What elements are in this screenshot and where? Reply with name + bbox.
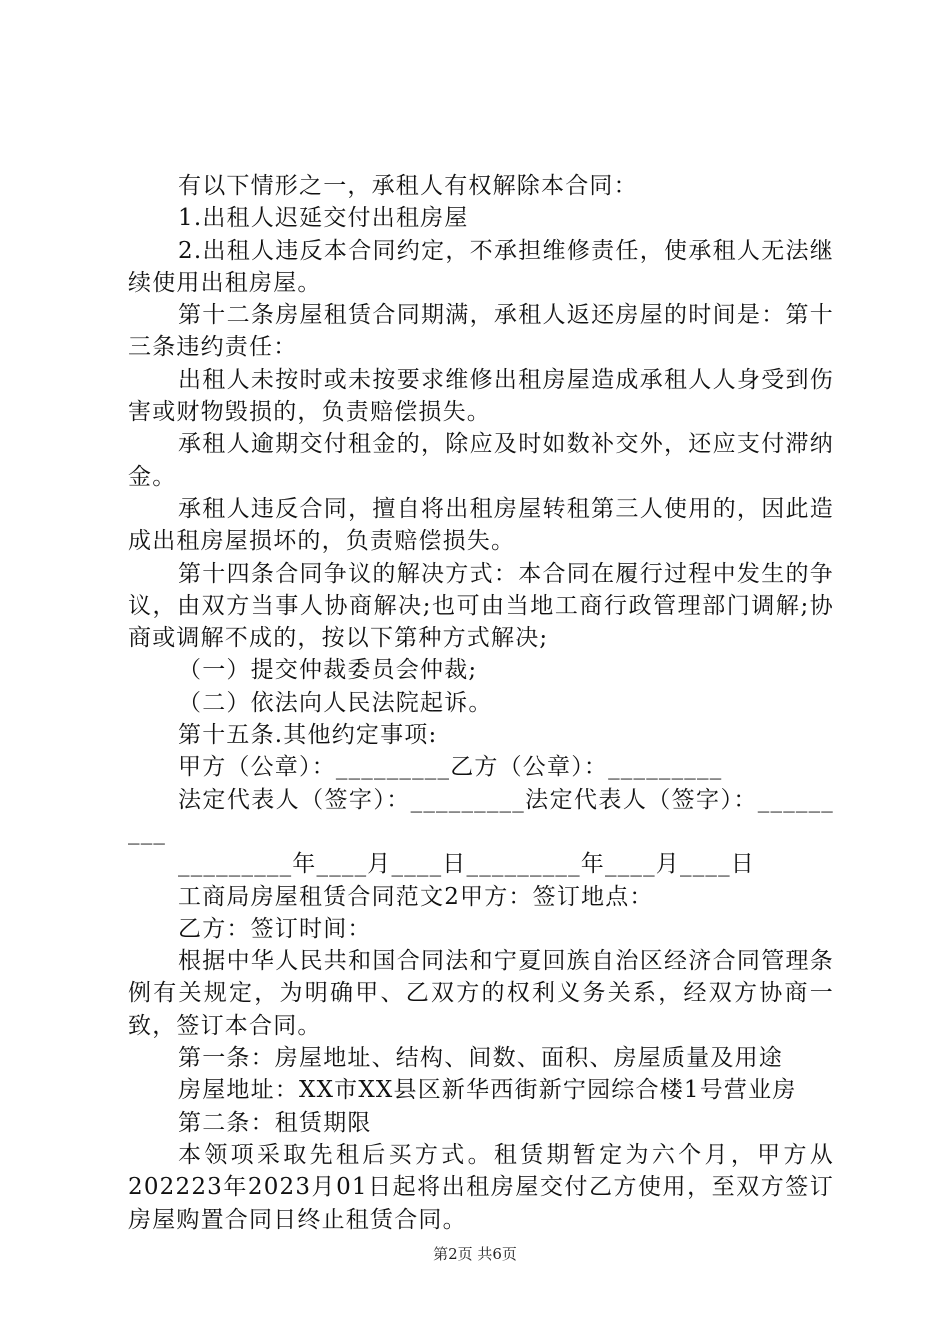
contract-body [128, 170, 834, 1236]
signature-line-seal: 甲方（公章）：_________乙方（公章）：_________ [178, 754, 723, 781]
paragraph: 根据中华人民共和国合同法和宁夏回族自治区经济合同管理条例有关规定，为明确甲、乙双方的权利义务关系，经双方协商一致，签订本合同。 [128, 948, 834, 1039]
paragraph: 1.出租人迟延交付出租房屋 [178, 205, 469, 232]
paragraph: 承租人违反合同，擅自将出租房屋转租第三人使用的，因此造成出租房屋损坏的，负责赔偿损失。 [128, 495, 834, 555]
paragraph: 第二条：租赁期限 [178, 1109, 372, 1136]
paragraph: 本领项采取先租后买方式。租赁期暂定为六个月，甲方从202223年2023月01日起将出租房屋交付乙方使用，至双方签订房屋购置合同日终止租赁合同。 [128, 1141, 834, 1233]
page-number: 第2页 共6页 [433, 1245, 517, 1263]
paragraph: 第十五条.其他约定事项: [178, 722, 438, 749]
paragraph: 承租人逾期交付租金的，除应及时如数补交外，还应支付滞纳金。 [128, 431, 834, 490]
paragraph: 出租人未按时或未按要求维修出租房屋造成承租人人身受到伤害或财物毁损的，负责赔偿损失。 [128, 366, 834, 426]
paragraph: （二）依法向人民法院起诉。 [178, 689, 493, 716]
paragraph: 第十四条合同争议的解决方式：本合同在履行过程中发生的争议，由双方当事人协商解决;也可由当地工商行政管理部门调解;协商或调解不成的，按以下第种方式解决; [128, 560, 834, 652]
paragraph: 工商局房屋租赁合同范文2甲方：签订地点： [178, 883, 654, 910]
page-footer [0, 1243, 950, 1264]
paragraph: 房屋地址：XX市XX县区新华西街新宁园综合楼1号营业房 [178, 1077, 797, 1104]
paragraph: 第十二条房屋租赁合同期满，承租人返还房屋的时间是：第十三条违约责任： [128, 302, 834, 361]
paragraph: （一）提交仲裁委员会仲裁; [178, 657, 478, 684]
paragraph: 乙方：签订时间： [178, 915, 372, 942]
paragraph: 有以下情形之一，承租人有权解除本合同： [178, 173, 638, 199]
signature-line-date: _________年____月____日_________年____月____日 [178, 851, 755, 878]
paragraph: 第一条：房屋地址、结构、间数、面积、房屋质量及用途 [178, 1045, 783, 1072]
signature-line-representative: 法定代表人（签字）：_________法定代表人（签字）：_________ [128, 786, 834, 845]
paragraph: 2.出租人违反本合同约定，不承担维修责任，使承租人无法继续使用出租房屋。 [128, 237, 834, 296]
